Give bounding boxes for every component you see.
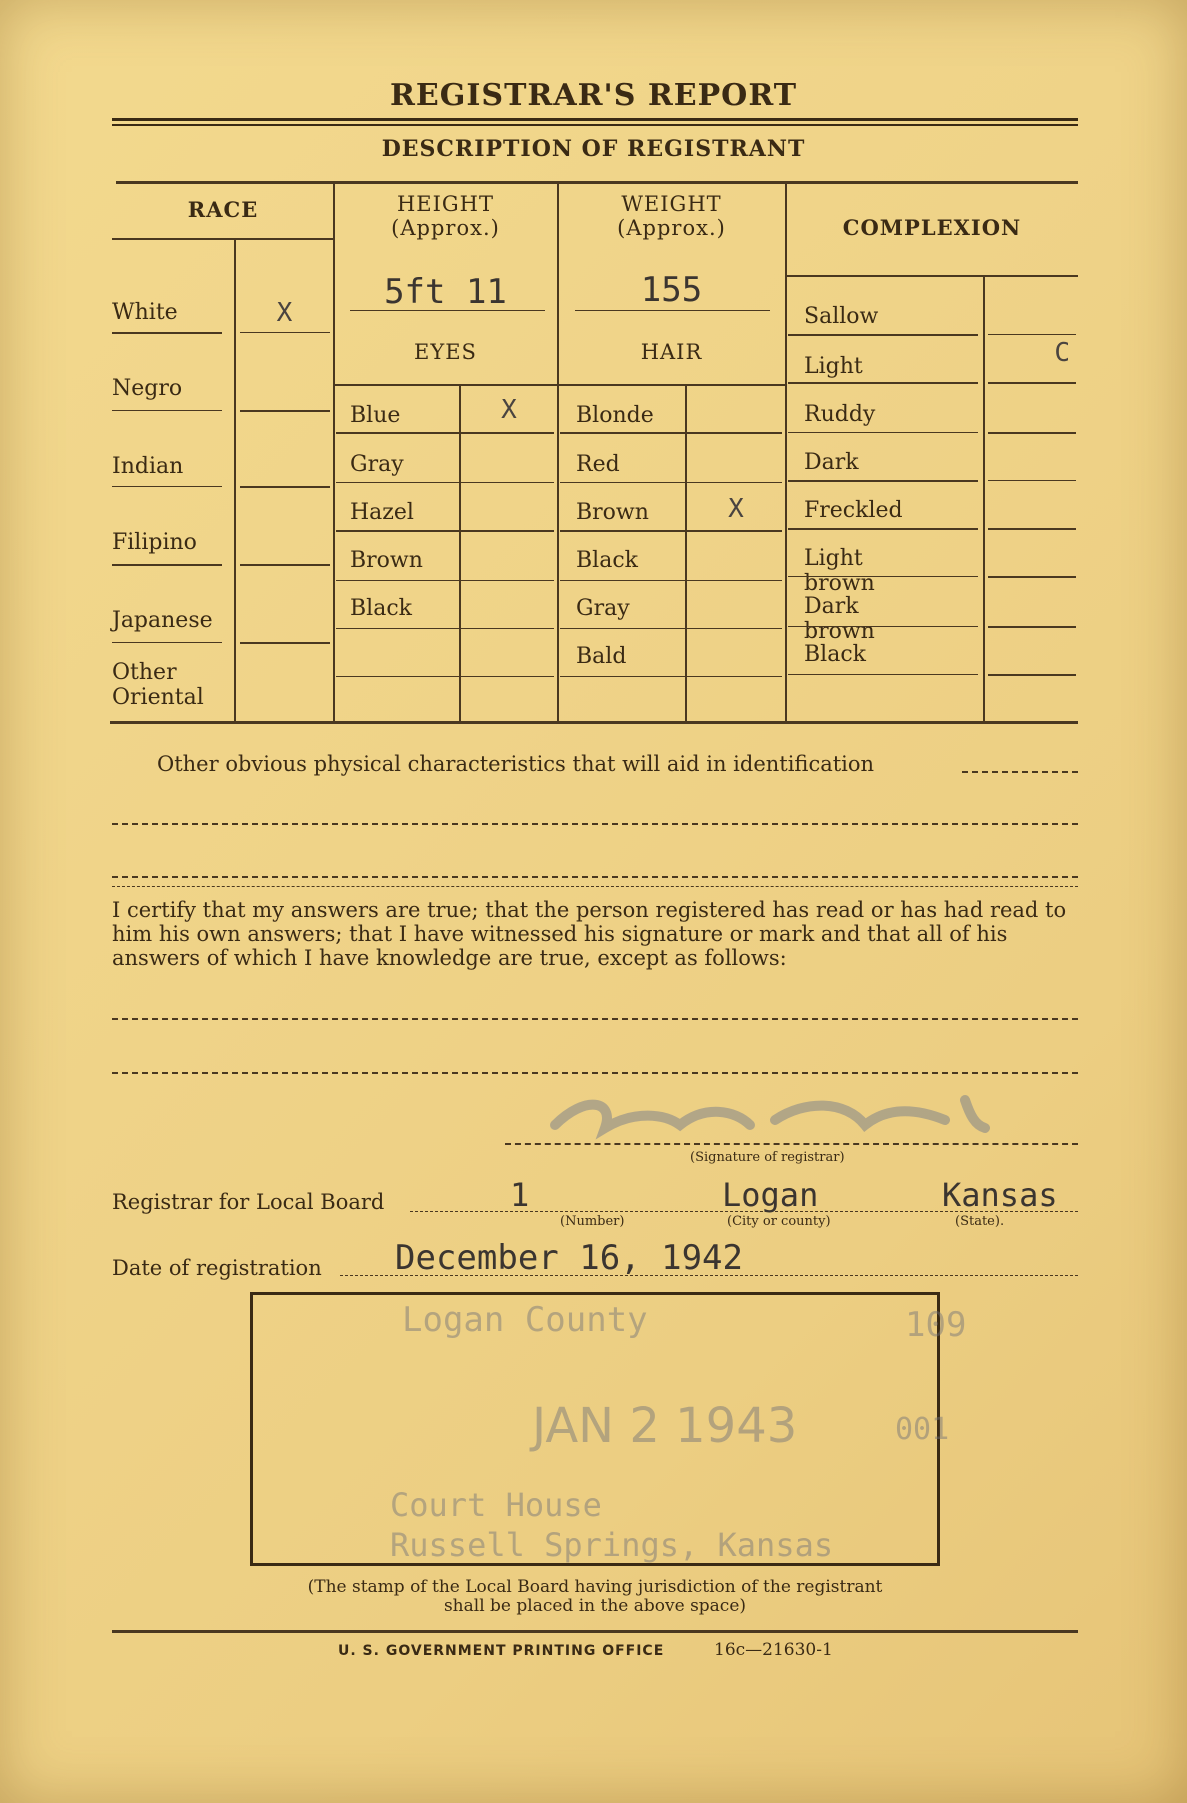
- complexion-label-freckled: Freckled: [804, 498, 903, 523]
- race-mark-white: X: [276, 298, 293, 328]
- hair-label-black: Black: [576, 548, 638, 573]
- complexion-label-ruddy: Ruddy: [804, 402, 876, 427]
- hair-mark-divider: [685, 385, 687, 721]
- hair-rule: [560, 432, 782, 434]
- printer-credit: U. S. GOVERNMENT PRINTING OFFICE: [338, 1643, 665, 1659]
- complexion-label-dark: Dark: [804, 450, 859, 475]
- height-value: 5ft 11: [384, 272, 507, 312]
- characteristics-line: [962, 771, 1078, 773]
- section-title: DESCRIPTION OF REGISTRANT: [381, 136, 806, 162]
- exceptions-line: [112, 1072, 1078, 1074]
- complexion-rule: [988, 626, 1076, 628]
- eyes-label-brown: Brown: [350, 548, 423, 573]
- stamp-county: Logan County: [402, 1300, 648, 1340]
- complexion-rule: [988, 432, 1076, 434]
- eyes-rule: [336, 628, 554, 629]
- race-rule: [240, 332, 330, 333]
- eyes-label-black: Black: [350, 596, 412, 621]
- complexion-rule: [988, 674, 1076, 676]
- race-rule: [112, 332, 222, 334]
- eyes-label-hazel: Hazel: [350, 500, 414, 525]
- complexion-rule: [988, 576, 1076, 578]
- complexion-rule: [988, 528, 1076, 530]
- hair-label-gray: Gray: [576, 596, 630, 621]
- race-rule: [240, 486, 330, 488]
- race-rule: [240, 564, 330, 566]
- stamp-note: (The stamp of the Local Board having jurisdiction of the registrant shall be placed in the above space): [307, 1577, 883, 1616]
- signature-caption: (Signature of registrar): [690, 1150, 845, 1165]
- eyes-label-blue: Blue: [350, 403, 401, 428]
- stamp-court-house: Court House: [390, 1486, 602, 1524]
- complexion-rule: [788, 528, 978, 530]
- registration-date-label: Date of registration: [112, 1256, 322, 1280]
- height-header: HEIGHT (Approx.): [391, 192, 500, 240]
- eyes-hair-header-rule: [334, 384, 785, 386]
- page-title: REGISTRAR'S REPORT: [389, 78, 798, 113]
- hair-label-bald: Bald: [576, 644, 627, 669]
- race-rule: [112, 564, 222, 566]
- eyes-rule: [336, 432, 554, 434]
- stamp-code: 109: [905, 1305, 967, 1345]
- signature-line: [505, 1143, 1078, 1145]
- state-caption: (State).: [955, 1214, 1005, 1229]
- race-height-divider: [333, 183, 335, 721]
- race-label-other-oriental: Other Oriental: [112, 660, 204, 710]
- race-rule: [112, 486, 222, 487]
- complexion-rule: [988, 480, 1076, 481]
- race-label-white: White: [112, 300, 178, 325]
- complexion-label-sallow: Sallow: [804, 304, 879, 329]
- registrar-signature: [545, 1080, 995, 1150]
- race-rule: [240, 410, 330, 412]
- local-board-city: Logan: [722, 1176, 819, 1214]
- height-weight-divider: [557, 183, 559, 721]
- local-board-state: Kansas: [942, 1176, 1058, 1214]
- complexion-rule: [988, 334, 1076, 335]
- complexion-rule: [788, 382, 978, 384]
- hair-rule: [560, 676, 782, 677]
- hair-rule: [560, 482, 782, 483]
- hair-rule: [560, 628, 782, 629]
- eyes-label-gray: Gray: [350, 452, 404, 477]
- exceptions-line: [112, 1018, 1078, 1020]
- complexion-header-rule: [786, 275, 1078, 277]
- complexion-label-light: Light: [804, 354, 863, 379]
- complexion-rule: [788, 334, 978, 336]
- complexion-header: COMPLEXION: [842, 215, 1022, 240]
- local-board-number: 1: [510, 1176, 530, 1214]
- race-label-indian: Indian: [112, 454, 184, 479]
- complexion-mark-light: C: [1054, 338, 1070, 368]
- stamp-location: Russell Springs, Kansas: [390, 1526, 834, 1564]
- other-characteristics-label: Other obvious physical characteristics that will aid in identification: [157, 752, 875, 776]
- certification-text: I certify that my answers are true; that the person registered has read or has had read to him his own answers; that I have witnessed his signature or mark and that all of his answers of which I have knowledge are true, except as follows:: [112, 898, 1067, 970]
- title-rule-thin: [112, 124, 1078, 126]
- race-rule: [112, 410, 222, 411]
- eyes-rule: [336, 580, 554, 581]
- stamp-date: JAN 2 1943: [532, 1398, 798, 1454]
- complexion-rule: [788, 674, 978, 675]
- complexion-rule: [788, 626, 978, 627]
- registration-date-value: December 16, 1942: [395, 1238, 743, 1278]
- eyes-rule: [336, 482, 554, 483]
- hair-rule: [560, 580, 782, 581]
- hair-label-brown: Brown: [576, 500, 649, 525]
- hair-mark-brown: X: [728, 494, 744, 524]
- eyes-header: EYES: [414, 340, 477, 364]
- complexion-rule: [988, 382, 1076, 384]
- race-rule: [112, 642, 222, 643]
- footer-rule: [112, 1630, 1078, 1633]
- title-rule: [112, 118, 1078, 121]
- race-label-negro: Negro: [112, 376, 183, 401]
- complexion-label-light-brown: Light brown: [804, 546, 875, 596]
- complexion-rule: [788, 432, 978, 433]
- form-number: 16c—21630-1: [714, 1640, 833, 1660]
- race-header-rule: [112, 238, 334, 240]
- table-top-rule: [116, 181, 1078, 184]
- eyes-rule: [336, 676, 554, 677]
- complexion-label-black: Black: [804, 642, 866, 667]
- hair-label-red: Red: [576, 452, 620, 477]
- stamp-code: 001: [895, 1412, 950, 1447]
- race-rule: [240, 642, 330, 644]
- weight-complexion-divider: [785, 183, 787, 721]
- city-caption: (City or county): [727, 1214, 831, 1229]
- hair-rule: [560, 530, 782, 532]
- eyes-mark-blue: X: [501, 395, 517, 425]
- weight-underline: [575, 310, 770, 311]
- complexion-rule: [788, 480, 978, 482]
- eyes-rule: [336, 530, 554, 532]
- height-underline: [350, 310, 545, 311]
- characteristics-line: [112, 886, 1078, 887]
- race-label-japanese: Japanese: [112, 608, 213, 633]
- race-header: RACE: [187, 197, 259, 222]
- number-caption: (Number): [560, 1214, 625, 1229]
- table-bottom-rule: [110, 721, 1078, 724]
- characteristics-line: [112, 876, 1078, 878]
- weight-value: 155: [640, 270, 703, 310]
- complexion-rule: [788, 576, 978, 577]
- weight-header: WEIGHT (Approx.): [617, 192, 726, 240]
- race-label-filipino: Filipino: [112, 530, 197, 555]
- hair-label-blonde: Blonde: [576, 403, 654, 428]
- registrar-label: Registrar for Local Board: [112, 1190, 385, 1214]
- hair-header: HAIR: [640, 340, 703, 364]
- eyes-mark-divider: [459, 385, 461, 721]
- characteristics-line: [112, 823, 1078, 825]
- complexion-label-dark-brown: Dark brown: [804, 594, 875, 644]
